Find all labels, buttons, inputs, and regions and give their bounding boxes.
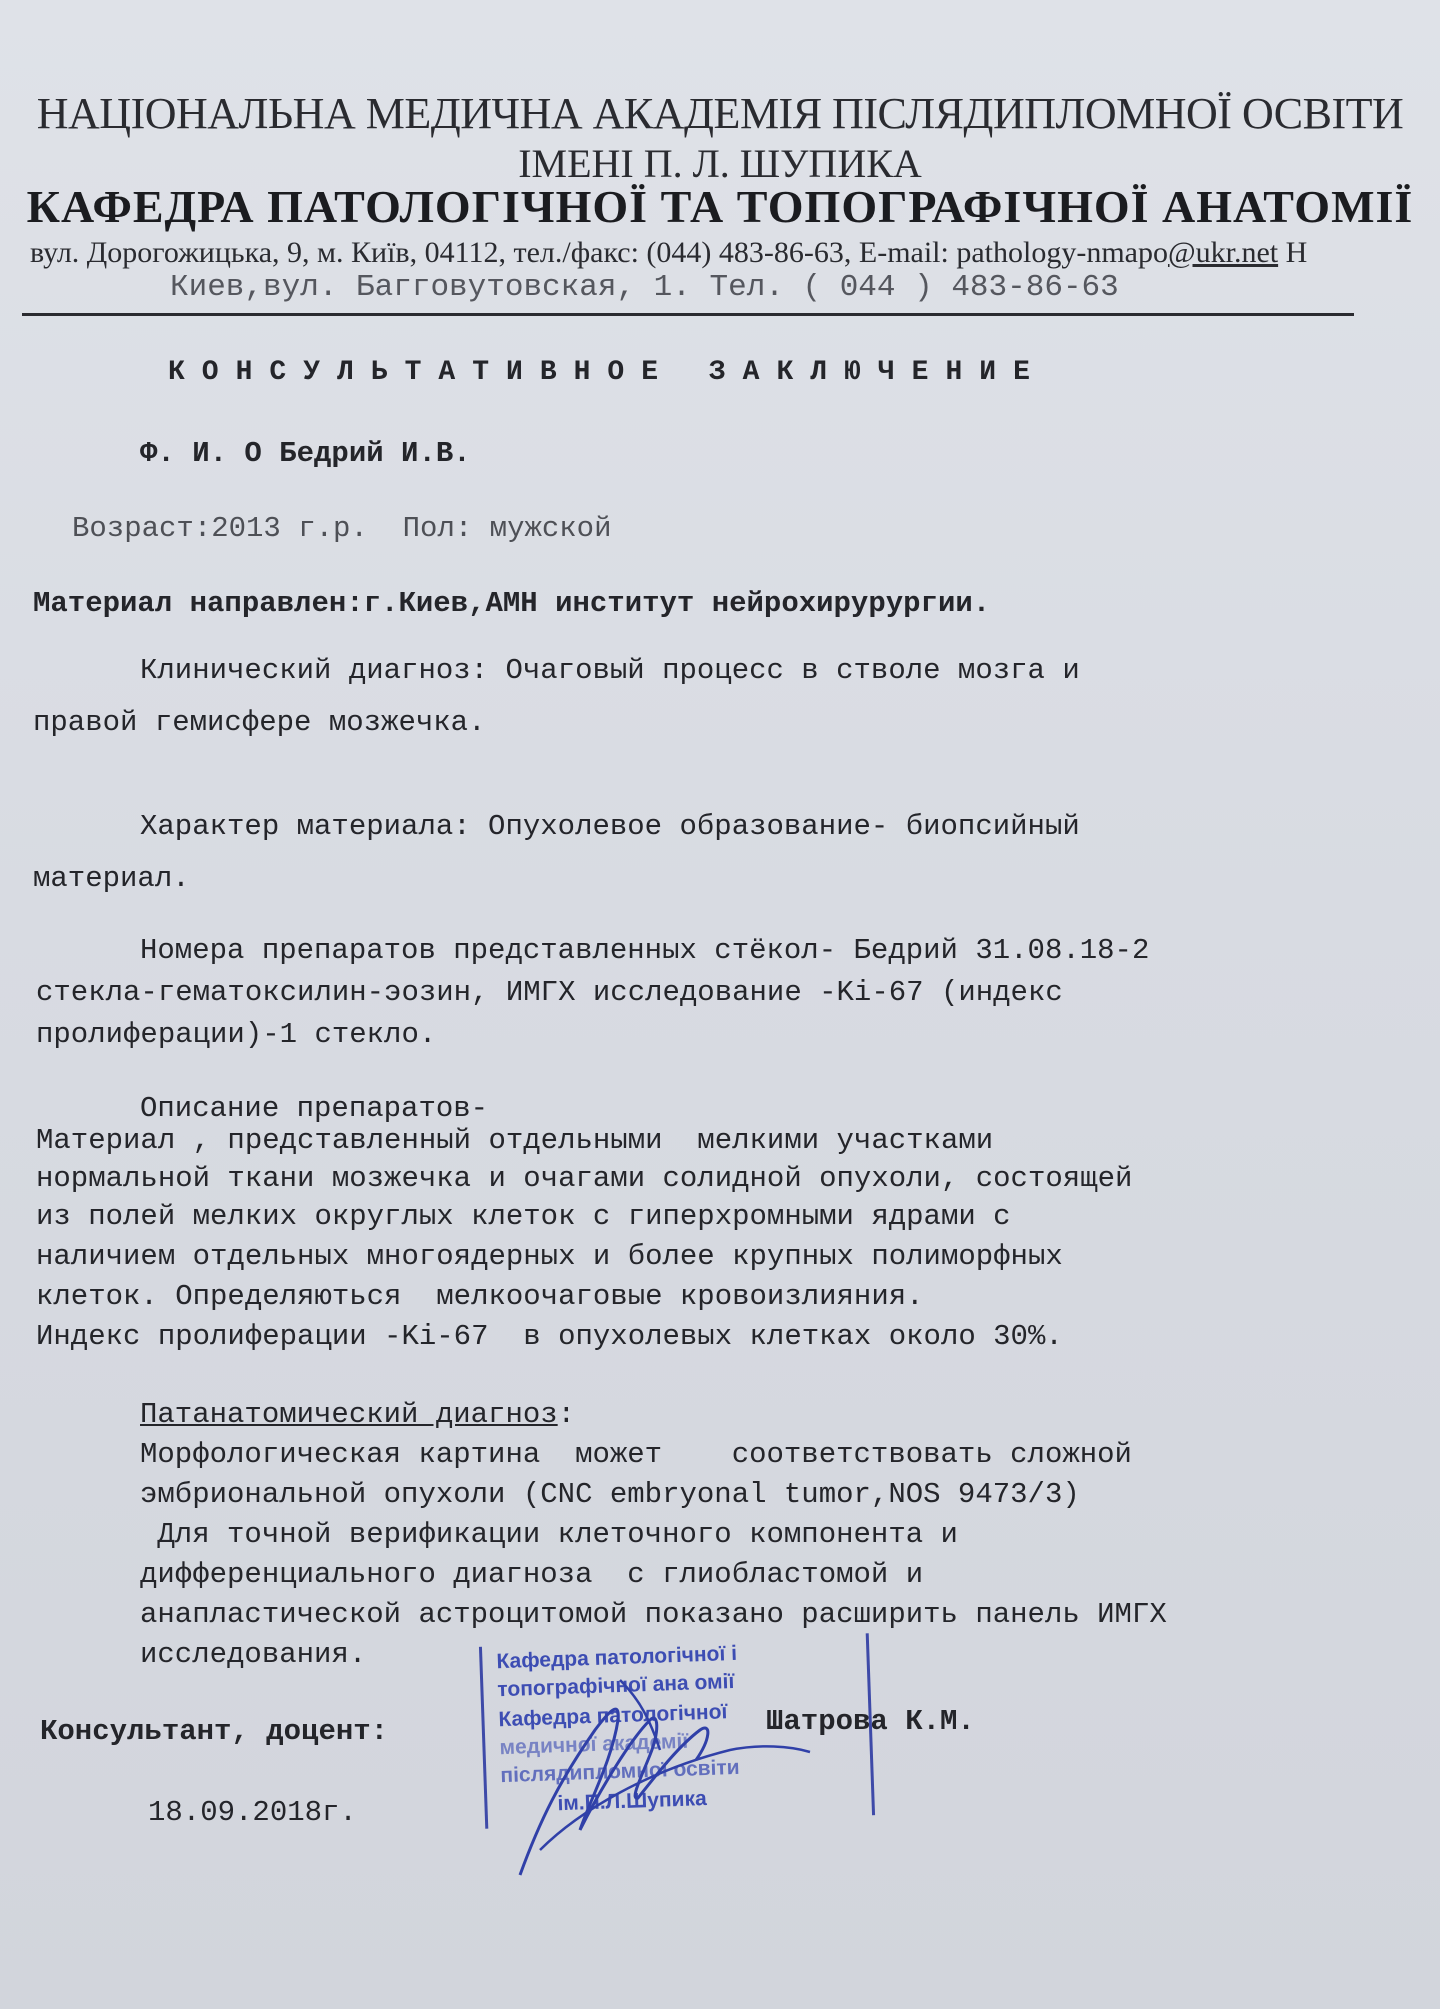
handwritten-signature — [500, 1660, 830, 1890]
patient-age-sex: Возраст:2013 г.р. Пол: мужской — [72, 512, 612, 545]
stamp-line: медичної академії — [499, 1729, 689, 1760]
material-character-cont: материал. — [33, 862, 190, 895]
description-heading: Описание препаратов- — [140, 1092, 489, 1125]
diagnosis-line: Для точной верификации клеточного компонента и — [140, 1518, 958, 1551]
slides-numbers-cont: стекла-гематоксилин-эозин, ИМГХ исследование -Ki-67 (индекс — [36, 976, 1063, 1009]
stamp-line: Кафедра патологічної і — [496, 1641, 738, 1674]
description-line: клеток. Определяються мелкоочаговые кровоизлияния. — [36, 1280, 924, 1313]
header-divider — [22, 313, 1354, 316]
description-line: наличием отдельных многоядерных и более крупных полиморфных — [36, 1240, 1063, 1273]
consultant-name: Шатрова К.М. — [766, 1705, 975, 1738]
diagnosis-heading-text: Патанатомический диагноз — [140, 1398, 558, 1431]
diagnosis-line: дифференциального диагноза с глиобластомой и — [140, 1558, 924, 1591]
consultant-label: Консультант, доцент: — [40, 1715, 389, 1748]
referral: Материал направлен:г.Киев,АМН институт нейрохирурургии. — [33, 587, 991, 620]
stamp-line: післядипломної освіти — [500, 1755, 741, 1788]
diagnosis-heading-colon: : — [557, 1398, 576, 1431]
description-line: нормальной ткани мозжечка и очагами солидной опухоли, состоящей — [36, 1162, 1133, 1195]
academy-name-line2: ІМЕНІ П. Л. ШУПИКА — [518, 141, 922, 186]
clinical-diagnosis-cont: правой гемисфере мозжечка. — [33, 706, 486, 739]
diagnosis-line: эмбриональной опухоли (CNC embryonal tumor,NOS 9473/3) — [140, 1478, 1080, 1511]
typed-address: Киев,вул. Багговутовская, 1. Тел. ( 044 ) 483-86-63 — [170, 270, 1119, 305]
address-tail: Н — [1278, 236, 1308, 269]
patient-name: Ф. И. О Бедрий И.В. — [140, 437, 471, 470]
proliferation-index: Индекс пролиферации -Ki-67 в опухолевых клетках около 30%. — [36, 1320, 1063, 1353]
department-address — [30, 236, 1360, 270]
address-text: вул. Дорогожицька, 9, м. Київ, 04112, тел./факс: (044) 483-86-63, E-mail: pathology-nmapo — [30, 236, 1168, 269]
stamp-line: ім.П.Л.Шупика — [557, 1787, 708, 1816]
email-domain: @ukr.net — [1167, 236, 1279, 269]
diagnosis-line: анапластической астроцитомой показано расширить панель ИМГХ — [140, 1598, 1167, 1631]
document-title: КОНСУЛЬТАТИВНОЕ ЗАКЛЮЧЕНИЕ — [168, 357, 1047, 388]
slides-numbers-end: пролиферации)-1 стекло. — [36, 1018, 437, 1051]
clinical-diagnosis: Клинический диагноз: Очаговый процесс в стволе мозга и — [140, 654, 1080, 687]
document-date: 18.09.2018г. — [148, 1796, 357, 1829]
description-line: из полей мелких округлых клеток с гиперхромными ядрами с — [36, 1200, 1011, 1233]
diagnosis-line: исследования. — [140, 1638, 367, 1671]
description-line: Материал , представленный отдельными мелкими участками — [36, 1124, 994, 1157]
pathology-diagnosis-heading — [140, 1398, 575, 1431]
department-name: КАФЕДРА ПАТОЛОГІЧНОЇ ТА ТОПОГРАФІЧНОЇ АНАТОМІЇ — [26, 181, 1414, 232]
stamp-line: Кафедра патологічної — [498, 1700, 728, 1732]
slides-numbers: Номера препаратов представленных стёкол- Бедрий 31.08.18-2 — [140, 934, 1150, 967]
academy-name: НАЦІОНАЛЬНА МЕДИЧНА АКАДЕМІЯ ПІСЛЯДИПЛОМНОЇ ОСВІТИ — [36, 89, 1404, 138]
diagnosis-line: Морфологическая картина может соответствовать сложной — [140, 1438, 1132, 1471]
material-character: Характер материала: Опухолевое образование- биопсийный — [140, 810, 1080, 843]
stamp-line: топографічної ана омії — [497, 1669, 735, 1702]
